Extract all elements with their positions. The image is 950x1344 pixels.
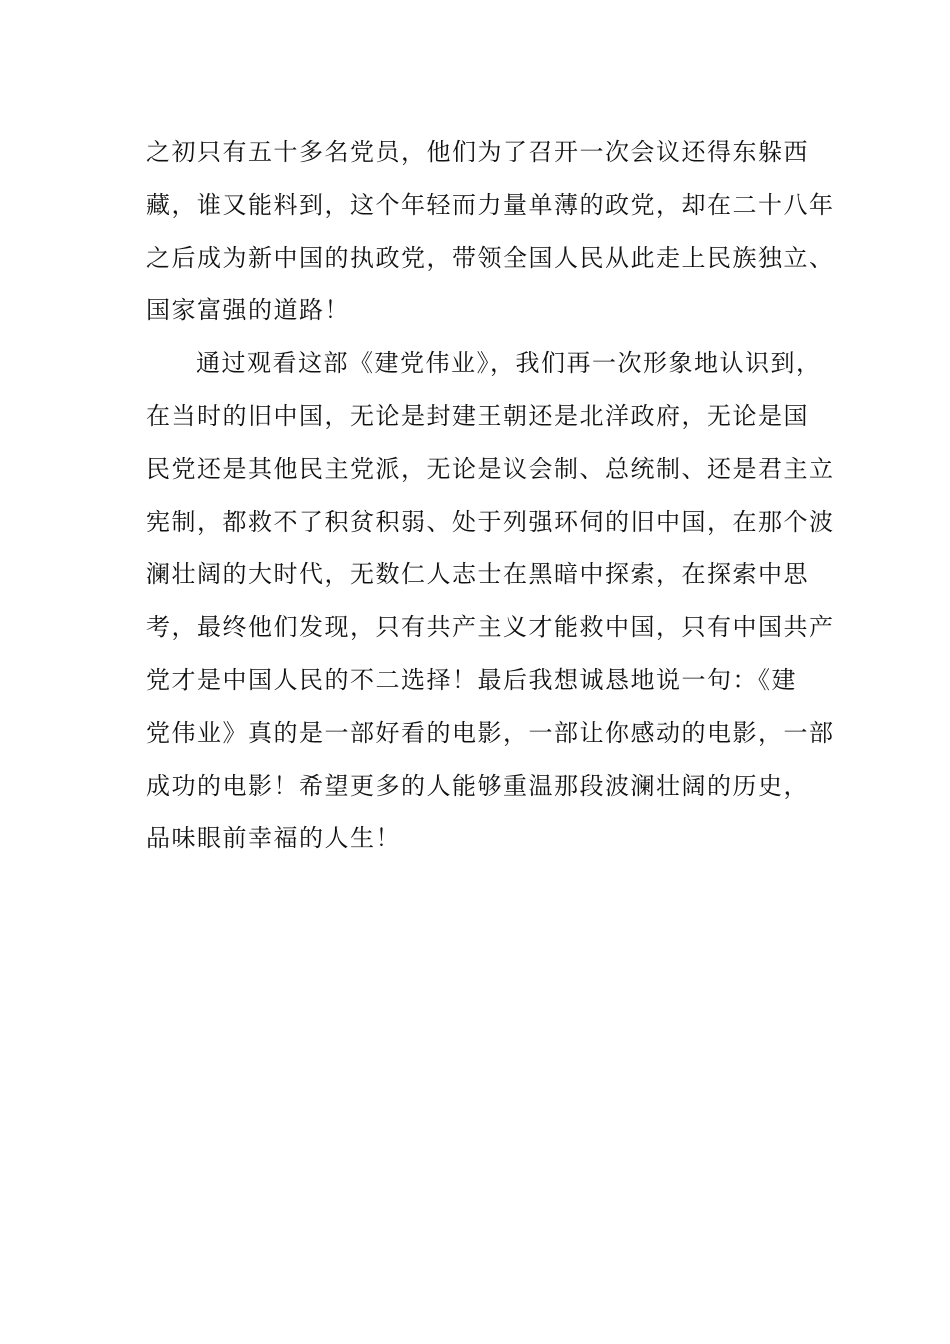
text-line: 党才是中国人民的不二选择！最后我想诚恳地说一句：《建 — [146, 665, 797, 694]
text-line: 宪制，都救不了积贫积弱、处于列强环伺的旧中国，在那个波 — [146, 507, 835, 536]
text-line: 在当时的旧中国，无论是封建王朝还是北洋政府，无论是国 — [146, 401, 809, 430]
text-line: 藏，谁又能料到，这个年轻而力量单薄的政党，却在二十八年 — [146, 190, 835, 219]
text-line: 考，最终他们发现，只有共产主义才能救中国，只有中国共产 — [146, 613, 835, 642]
paragraph-first-line: 通过观看这部《建党伟业》，我们再一次形象地认识到， — [196, 349, 822, 378]
text-line: 成功的电影！希望更多的人能够重温那段波澜壮阔的历史， — [146, 771, 809, 800]
text-line: 之后成为新中国的执政党，带领全国人民从此走上民族独立、 — [146, 243, 835, 272]
text-line: 国家富强的道路！ — [146, 296, 350, 325]
body-text — [146, 130, 835, 869]
text-line: 民党还是其他民主党派，无论是议会制、总统制、还是君主立 — [146, 454, 835, 483]
text-line: 品味眼前幸福的人生！ — [146, 824, 401, 853]
text-line: 澜壮阔的大时代，无数仁人志士在黑暗中探索，在探索中思 — [146, 560, 809, 589]
text-line: 之初只有五十多名党员，他们为了召开一次会议还得东躲西 — [146, 138, 809, 166]
text-line: 党伟业》真的是一部好看的电影，一部让你感动的电影，一部 — [146, 718, 835, 747]
